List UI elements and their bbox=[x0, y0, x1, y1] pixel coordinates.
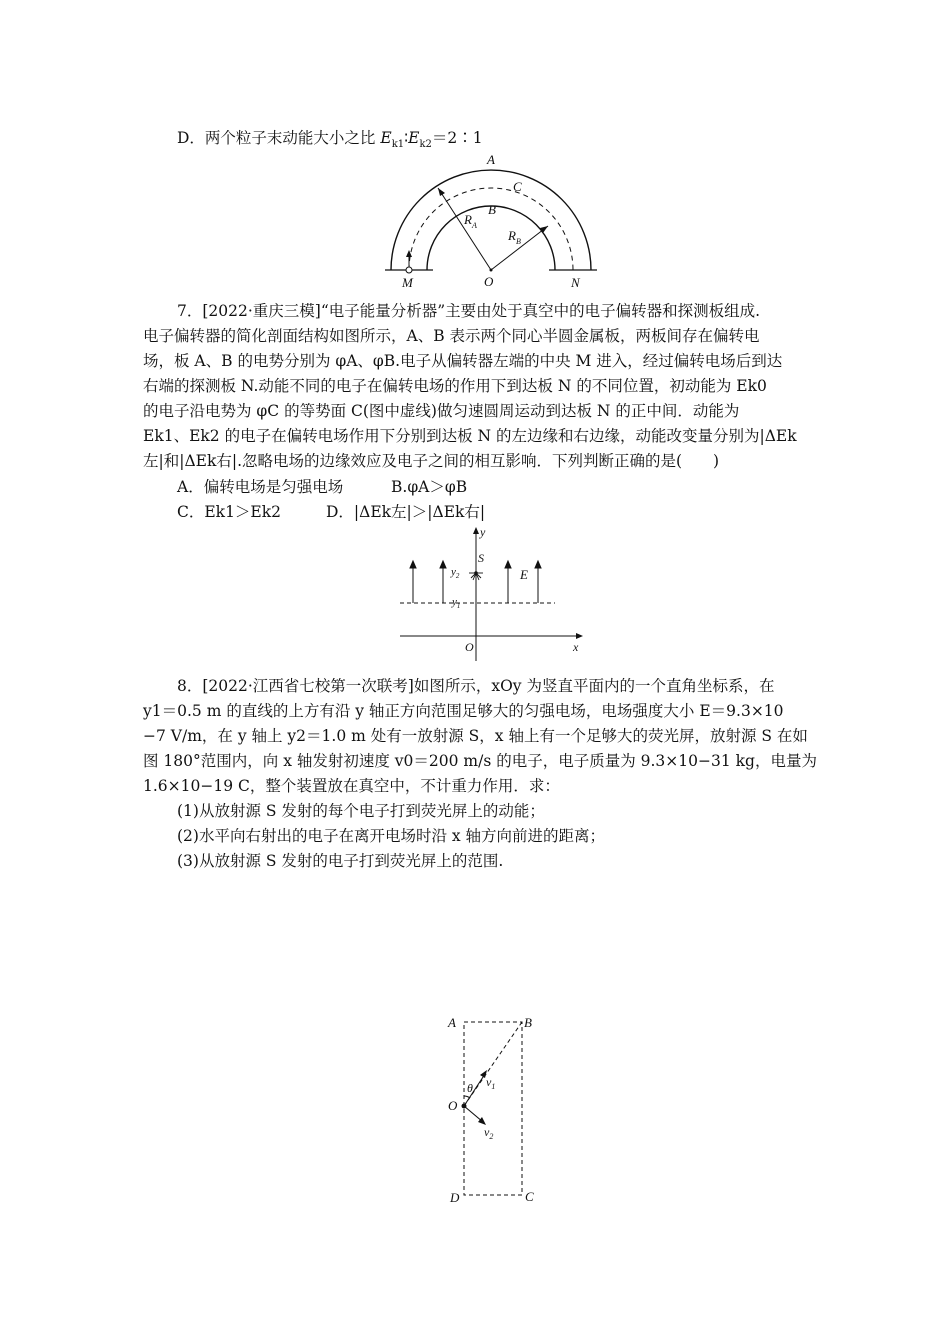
plate-a-arc bbox=[391, 170, 591, 270]
label-y2: $y_2$ bbox=[451, 566, 460, 580]
q8-sub-3: (3)从放射源 S 发射的电子打到荧光屏上的范围. bbox=[177, 852, 504, 870]
q7-option-b[interactable]: B.φA＞φB bbox=[391, 478, 468, 496]
label-rb: $R_B$ bbox=[508, 228, 521, 246]
q8-sub-2: (2)水平向右射出的电子在离开电场时沿 x 轴方向前进的距离； bbox=[177, 827, 606, 845]
q7-option-d[interactable]: D．|ΔEk左|＞|ΔEk右| bbox=[326, 503, 486, 521]
deflector-figure bbox=[380, 150, 610, 290]
label-v2: $v_2$ bbox=[484, 1125, 494, 1141]
q8-line-1: 8．[2022·江西省七校第一次联考]如图所示，xOy 为竖直平面内的一个直角坐标系，在 bbox=[177, 677, 775, 695]
q7-line-2: 电子偏转器的简化剖面结构如图所示，A、B 表示两个同心半圆金属板，两板间存在偏转电 bbox=[143, 327, 760, 345]
label-a: A bbox=[487, 152, 495, 167]
q7-line-1: 7．[2022·重庆三模]“电子能量分析器”主要由处于真空中的电子偏转器和探测板组成. bbox=[177, 302, 761, 320]
label-y1: $y_1$ bbox=[452, 596, 461, 610]
equipotential-c-arc bbox=[409, 188, 573, 270]
label-e: E bbox=[520, 567, 528, 582]
q7-line-5: 的电子沿电势为 φC 的等势面 C(图中虚线)做匀速圆周运动到达板 N 的正中间．动能为 bbox=[143, 402, 740, 420]
q8-line-3: −7 V/m，在 y 轴上 y2＝1.0 m 处有一放射源 S，x 轴上有一个足够大的荧光屏，放射源 S 在如 bbox=[143, 727, 808, 745]
q7-line-3: 场，板 A、B 的电势分别为 φA、φB.电子从偏转器左端的中央 M 进入，经过偏转电场后到达 bbox=[143, 352, 783, 370]
label-b: B bbox=[524, 1015, 532, 1030]
q7-line-6: Ek1、Ek2 的电子在偏转电场作用下分别到达板 N 的左边缘和右边缘，动能改变量分别为|ΔEk bbox=[143, 427, 797, 445]
q8-sub-1: (1)从放射源 S 发射的每个电子打到荧光屏上的动能； bbox=[177, 802, 545, 820]
label-c: C bbox=[525, 1189, 534, 1204]
q7-line-4: 右端的探测板 N.动能不同的电子在偏转电场的作用下到达板 N 的不同位置，初动能为 Ek0 bbox=[143, 377, 767, 395]
q7-line-7: 左|和|ΔEk右|.忽略电场的边缘效应及电子之间的相互影响．下列判断正确的是( ) bbox=[143, 452, 720, 470]
label-a: A bbox=[448, 1015, 456, 1030]
label-o: O bbox=[484, 274, 494, 289]
label-theta: θ bbox=[467, 1081, 473, 1095]
label-v1: $v_1$ bbox=[486, 1075, 496, 1091]
label-m: M bbox=[402, 275, 413, 290]
label-o: O bbox=[465, 640, 474, 654]
q7-option-a[interactable]: A．偏转电场是匀强电场 bbox=[177, 478, 344, 496]
q7-option-c[interactable]: C．Ek1＞Ek2 bbox=[177, 503, 281, 521]
q8-line-4: 图 180°范围内，向 x 轴发射初速度 v0＝200 m/s 的电子，电子质量为 9.3×10−31 kg，电量为 bbox=[143, 752, 817, 770]
dashed-rectangle bbox=[464, 1022, 522, 1195]
label-s: S bbox=[478, 551, 484, 565]
label-d: D bbox=[450, 1190, 460, 1205]
label-o: O bbox=[448, 1098, 458, 1113]
field-figure bbox=[395, 523, 590, 663]
label-n: N bbox=[571, 275, 580, 290]
q8-line-2: y1＝0.5 m 的直线的上方有沿 y 轴正方向范围足够大的匀强电场，电场强度大小 E＝9.3×10 bbox=[143, 702, 784, 720]
label-x: x bbox=[573, 640, 579, 654]
label-y-axis: y bbox=[480, 525, 486, 539]
label-c: C bbox=[513, 179, 522, 194]
point-o bbox=[462, 1104, 467, 1109]
q6-option-d[interactable]: D．两个粒子末动能大小之比 $E_{k1}∶E_{k2}=2∶1$ bbox=[177, 129, 483, 151]
label-b: B bbox=[488, 202, 496, 217]
label-ra: $R_A$ bbox=[464, 212, 477, 230]
q8-line-5: 1.6×10−19 C，整个装置放在真空中，不计重力作用．求： bbox=[143, 777, 560, 795]
rectangle-figure bbox=[440, 1012, 550, 1207]
